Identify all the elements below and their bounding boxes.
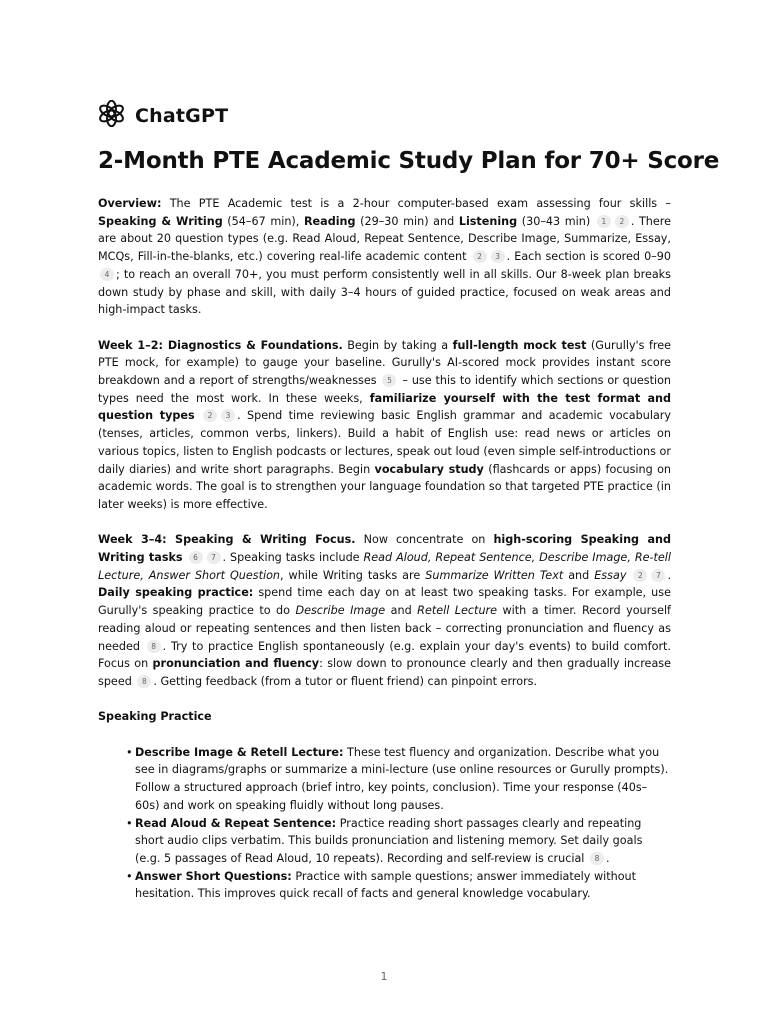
citation-badge[interactable]: 2	[473, 250, 487, 263]
italic-text: Retell Lecture	[417, 604, 498, 618]
text: (30–43 min)	[517, 214, 591, 228]
list-item-text: Practice reading short passages clearly and repeating short audio clips verbatim. This builds pronunciation and listening memory. Set daily goals (e.g. 5 passages of Read Aloud, 10 repeats). Recording and self-review is crucial	[135, 816, 643, 865]
bullet-icon: •	[126, 745, 133, 759]
bold-text: vocabulary study	[374, 462, 484, 476]
text: . Spend time reviewing basic English grammar and academic vocabulary (tenses, articles, common verbs, linkers). Build a habit of English use: read news or articles on various topics, listen to English podcasts or lectures, speak out loud (even simple self-introductions or daily diaries) and write short paragraphs. Begin	[98, 409, 672, 476]
citation-badge[interactable]: 1	[597, 215, 611, 228]
citation-badge[interactable]: 4	[100, 268, 114, 281]
italic-text: Essay	[594, 568, 627, 582]
week-1-2-paragraph	[98, 337, 671, 514]
openai-logo-icon	[98, 100, 125, 131]
list-item-text: Practice with sample questions; answer immediately without hesitation. This improves quick recall of facts and general knowledge vocabulary.	[135, 869, 637, 901]
text: .	[605, 851, 610, 865]
citation-badge[interactable]: 2	[615, 215, 629, 228]
text: , while Writing tasks are	[280, 568, 426, 582]
text: The PTE Academic test is a 2-hour computer-based exam assessing four skills –	[161, 197, 671, 210]
citation-badge[interactable]: 3	[491, 250, 505, 263]
week-3-4-label: Week 3–4: Speaking & Writing Focus.	[98, 533, 356, 547]
speaking-practice-heading: Speaking Practice	[98, 710, 212, 724]
week-1-2-label: Week 1–2: Diagnostics & Foundations.	[98, 338, 343, 352]
text: . Each section is scored 0–90	[506, 250, 672, 264]
text: (flashcards or apps) focusing on academic words. The goal is to strengthen your language foundation so that targeted PTE practice (in later weeks) is more effective.	[98, 462, 672, 511]
citation-badge[interactable]: 5	[382, 374, 396, 387]
text: ; to reach an overall 70+, you must perform consistently well in all skills. Our 8-week plan breaks down study by phase and skill, with daily 3–4 hours of guided practice, focused on weak areas and high-impact tasks.	[98, 267, 671, 317]
list-item	[126, 868, 671, 903]
bold-text: high-scoring Speaking and Writing tasks	[98, 533, 671, 565]
text: . Getting feedback (from a tutor or fluent friend) can pinpoint errors.	[153, 674, 538, 688]
citation-badge[interactable]: 8	[590, 852, 604, 865]
bold-text: Speaking & Writing	[98, 214, 223, 228]
text: and	[563, 568, 595, 582]
text: . There are about 20 question types (e.g. Read Aloud, Repeat Sentence, Describe Image, Summarize, Essay, MCQs, Fill-in-the-blanks, etc.) covering real-life academic content	[98, 214, 672, 264]
italic-text: Describe Image	[295, 604, 386, 618]
bullet-icon: •	[126, 869, 133, 883]
text: : slow down to pronounce clearly and then gradually increase speed	[98, 657, 672, 688]
italic-text: Read Aloud, Repeat Sentence, Describe Image, Re-tell Lecture, Answer Short Question	[98, 551, 671, 582]
list-item-text: These test fluency and organization. Describe what you see in diagrams/graphs or summarize a mini-lecture (use online resources or Gurully prompts). Follow a structured approach (brief intro, key points, conclusion). Time your response (40s–60s) and work on speaking fluidly without long pauses.	[135, 745, 669, 812]
citation-badge[interactable]: 6	[189, 551, 203, 564]
list-item	[126, 815, 671, 868]
bold-text: Daily speaking practice:	[98, 586, 254, 600]
bold-text: full-length mock test	[452, 338, 587, 352]
page-number: 1	[380, 970, 388, 983]
list-item-label: Describe Image & Retell Lecture:	[135, 745, 344, 759]
text: Begin by taking a	[342, 338, 453, 352]
text: .	[667, 568, 671, 582]
bold-text: pronunciation and fluency	[152, 657, 320, 671]
citation-badge[interactable]: 7	[651, 569, 665, 582]
text: Now concentrate on	[355, 533, 494, 547]
list-item	[126, 744, 671, 815]
text: with a timer. Record yourself reading aloud or repeating sentences and then listen back – correcting pronunciation and fluency as needed	[98, 604, 671, 653]
brand-name: ChatGPT	[135, 104, 229, 127]
bold-text: Listening	[458, 214, 518, 228]
citation-badge[interactable]: 2	[203, 409, 217, 422]
document-body	[98, 195, 671, 903]
brand-header	[98, 100, 228, 131]
text: (Gurully's free PTE mock, for example) to gauge your baseline. Gurully's AI-scored mock provides instant score breakdown and a report of strengths/weaknesses	[98, 338, 671, 388]
overview-label: Overview:	[98, 197, 162, 210]
text: (54–67 min),	[222, 214, 304, 228]
bold-text: familiarize yourself with the test format and question types	[98, 391, 671, 423]
list-item-label: Answer Short Questions:	[135, 869, 292, 883]
text: – use this to identify which sections or question types need the most work. In these weeks,	[98, 374, 671, 405]
week-3-4-paragraph	[98, 531, 671, 690]
speaking-practice-list	[98, 744, 671, 903]
page-title: 2-Month PTE Academic Study Plan for 70+ Score	[98, 148, 720, 174]
italic-text: Summarize Written Text	[425, 568, 564, 582]
citation-badge[interactable]: 8	[147, 640, 161, 653]
text: and	[385, 604, 418, 618]
citation-badge[interactable]: 2	[633, 569, 647, 582]
list-item-label: Read Aloud & Repeat Sentence:	[135, 816, 337, 830]
citation-badge[interactable]: 7	[207, 551, 221, 564]
bold-text: Reading	[303, 214, 356, 228]
bullet-icon: •	[126, 816, 133, 830]
overview-paragraph	[98, 195, 671, 319]
text: . Speaking tasks include	[222, 551, 364, 565]
citation-badge[interactable]: 3	[221, 409, 235, 422]
text: . Try to practice English spontaneously (e.g. explain your day's events) to build comfort. Focus on	[98, 639, 671, 671]
citation-badge[interactable]: 8	[137, 675, 151, 688]
text: spend time each day on at least two speaking tasks. For example, use Gurully's speaking practice to do	[98, 586, 671, 618]
text: (29–30 min) and	[355, 214, 459, 228]
